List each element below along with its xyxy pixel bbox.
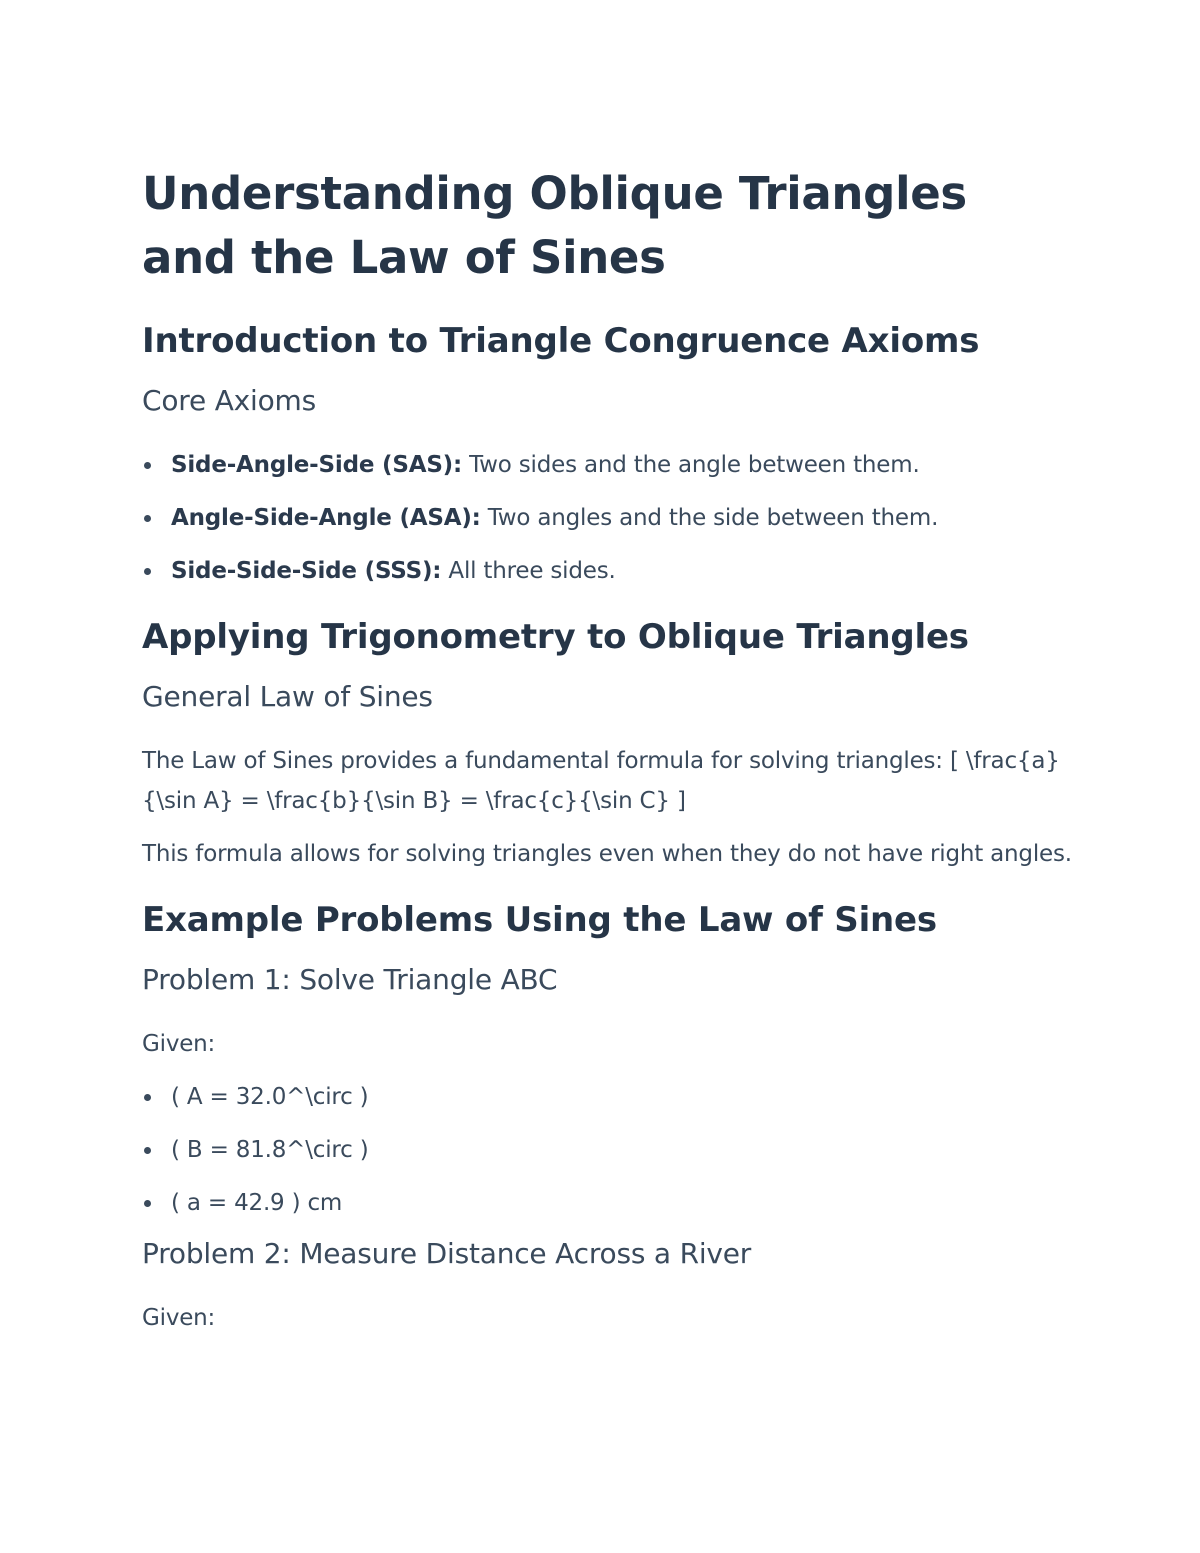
bullet-icon xyxy=(144,568,151,575)
list-item-given-angle-a xyxy=(142,1077,1072,1117)
section-heading-applying-trigonometry: Applying Trigonometry to Oblique Triangles xyxy=(142,617,969,657)
axioms-list xyxy=(142,445,1072,591)
formula-explanation-paragraph: This formula allows for solving triangles even when they do not have right angles. xyxy=(142,841,1072,867)
list-item-asa xyxy=(142,498,1072,538)
given-value: ( A = 32.0^\circ ) xyxy=(171,1084,369,1110)
section-heading-congruence-axioms: Introduction to Triangle Congruence Axioms xyxy=(142,321,980,361)
bullet-icon xyxy=(144,1094,151,1101)
section-heading-example-problems: Example Problems Using the Law of Sines xyxy=(142,900,937,940)
subheading-core-axioms: Core Axioms xyxy=(142,384,317,417)
given-value: ( a = 42.9 ) cm xyxy=(171,1190,343,1216)
bullet-icon xyxy=(144,1147,151,1154)
bullet-icon xyxy=(144,462,151,469)
axiom-description: All three sides. xyxy=(441,558,616,584)
subheading-general-law-of-sines: General Law of Sines xyxy=(142,680,433,713)
bullet-icon xyxy=(144,515,151,522)
problem-1-given-list xyxy=(142,1077,1072,1223)
problem-2-title: Problem 2: Measure Distance Across a River xyxy=(142,1237,752,1270)
axiom-description: Two angles and the side between them. xyxy=(480,505,939,531)
axiom-description: Two sides and the angle between them. xyxy=(462,452,920,478)
bullet-icon xyxy=(144,1200,151,1207)
problem-1-given-label: Given: xyxy=(142,1031,216,1057)
axiom-term: Side-Angle-Side (SAS): xyxy=(171,452,462,478)
list-item-given-side-a xyxy=(142,1183,1072,1223)
page-title: Understanding Oblique Triangles and the Law of Sines xyxy=(142,167,967,284)
problem-2-given-label: Given: xyxy=(142,1305,216,1331)
list-item-sas xyxy=(142,445,1072,485)
document-content xyxy=(142,162,1072,1338)
axiom-term: Side-Side-Side (SSS): xyxy=(171,558,442,584)
list-item-sss xyxy=(142,551,1072,591)
list-item-given-angle-b xyxy=(142,1130,1072,1170)
problem-1-title: Problem 1: Solve Triangle ABC xyxy=(142,963,558,996)
axiom-term: Angle-Side-Angle (ASA): xyxy=(171,505,481,531)
given-value: ( B = 81.8^\circ ) xyxy=(171,1137,369,1163)
law-of-sines-paragraph: The Law of Sines provides a fundamental formula for solving triangles: [ \frac{a}{\sin A} = \frac{b}{\sin B} = \frac{c}{\sin C} ] xyxy=(142,748,1060,814)
